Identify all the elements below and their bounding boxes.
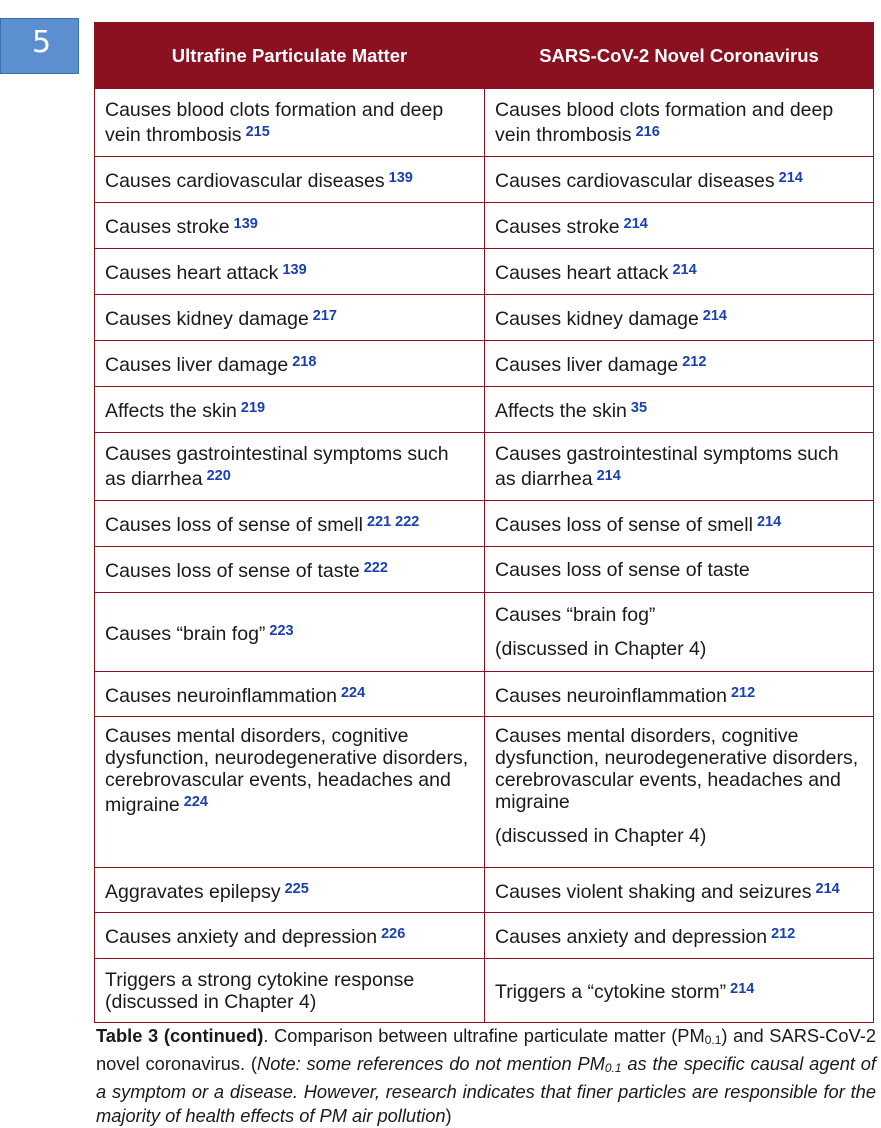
- reference-number: 215: [245, 124, 270, 140]
- covid-cell: [485, 89, 874, 157]
- cell-text: Causes neuroinflammation: [495, 684, 727, 707]
- cell-note: (discussed in Chapter 4): [495, 825, 707, 847]
- table-row: [95, 593, 874, 672]
- reference-number: 139: [233, 216, 258, 232]
- cell-text: Causes heart attack: [105, 262, 279, 284]
- cell-text: Causes anxiety and depression: [495, 926, 768, 948]
- caption-text-2: ) and SARS-CoV-2 novel coronavirus. (: [96, 1025, 876, 1074]
- caption-note-subscript: 0.1: [604, 1061, 622, 1075]
- reference-number: 214: [778, 170, 803, 186]
- table-caption: [96, 1024, 876, 1128]
- reference-number: 221 222: [366, 514, 420, 530]
- cell-note: (discussed in Chapter 4): [495, 638, 707, 660]
- covid-cell: [485, 295, 874, 341]
- covid-cell: [485, 433, 874, 501]
- table-row: [95, 89, 874, 157]
- reference-number: 139: [282, 262, 307, 278]
- covid-cell: [485, 593, 874, 672]
- cell-text: Causes loss of sense of taste: [105, 560, 360, 582]
- reference-number: 214: [596, 468, 621, 484]
- reference-number: 139: [388, 170, 413, 186]
- caption-label: Table 3 (continued): [96, 1025, 264, 1046]
- reference-number: 217: [312, 308, 337, 324]
- pm-cell: [95, 547, 485, 593]
- reference-number: 35: [630, 400, 648, 416]
- cell-text: Causes gastrointestinal symptoms such as diarrhea: [495, 443, 839, 490]
- covid-cell: [485, 868, 874, 913]
- cell-text: Causes anxiety and depression: [105, 926, 378, 948]
- pm-cell: [95, 341, 485, 387]
- cell-text: Affects the skin: [495, 400, 627, 422]
- header-sars-cov-2: SARS-CoV-2 Novel Coronavirus: [485, 23, 874, 89]
- reference-number: 212: [682, 354, 707, 370]
- reference-number: 212: [771, 926, 796, 942]
- cell-text: Triggers a strong cytokine response (discussed in Chapter 4): [105, 968, 415, 1013]
- caption-text: . Comparison between ultrafine particulate matter (PM: [263, 1025, 705, 1046]
- pm-cell: [95, 89, 485, 157]
- caption-note-text: Note: some references do not mention PM: [257, 1053, 605, 1074]
- pm-cell: [95, 203, 485, 249]
- table-row: [95, 717, 874, 868]
- table-header-row: [95, 23, 874, 89]
- pm-cell: [95, 868, 485, 913]
- reference-number: 214: [702, 308, 727, 324]
- cell-text: Causes blood clots formation and deep vein thrombosis: [105, 99, 444, 146]
- table-row: [95, 672, 874, 717]
- covid-cell: [485, 913, 874, 959]
- cell-text: Causes cardiovascular diseases: [105, 170, 385, 192]
- covid-cell: [485, 672, 874, 717]
- covid-cell: [485, 341, 874, 387]
- cell-text: Causes mental disorders, cognitive dysfunction, neurodegenerative disorders, cerebrovascular events, headaches and migraine: [105, 725, 469, 816]
- reference-number: 224: [340, 684, 366, 701]
- table-row: [95, 249, 874, 295]
- page-number-badge: [0, 18, 79, 74]
- table-row: [95, 959, 874, 1023]
- covid-cell: [485, 547, 874, 593]
- caption-note-text-2: as the specific causal agent of a symptom or a disease. However, research indicates that finer particles are responsible for the majority of health effects of PM air pollution: [96, 1053, 876, 1126]
- covid-cell: [485, 249, 874, 295]
- cell-text: Causes cardiovascular diseases: [495, 170, 775, 192]
- covid-cell: [485, 959, 874, 1023]
- table-row: [95, 913, 874, 959]
- table-row: [95, 295, 874, 341]
- cell-text: Causes neuroinflammation: [105, 684, 337, 707]
- table-row: [95, 157, 874, 203]
- reference-number: 226: [381, 926, 406, 942]
- cell-text: Causes loss of sense of taste: [495, 558, 750, 581]
- pm-cell: [95, 295, 485, 341]
- table-row: [95, 868, 874, 913]
- cell-text: Causes loss of sense of smell: [105, 514, 363, 536]
- table-row: [95, 547, 874, 593]
- reference-number: 214: [672, 262, 697, 278]
- cell-text: Causes liver damage: [105, 354, 289, 376]
- cell-text: Affects the skin: [105, 400, 237, 422]
- cell-text: Causes stroke: [495, 216, 620, 238]
- cell-text: Causes “brain fog”: [105, 622, 266, 645]
- table-row: [95, 387, 874, 433]
- pm-cell: [95, 433, 485, 501]
- reference-number: 214: [623, 216, 648, 232]
- cell-text: Causes mental disorders, cognitive dysfunction, neurodegenerative disorders, cerebrovascular events, headaches and migraine: [495, 725, 859, 813]
- reference-number: 225: [284, 880, 309, 897]
- cell-text: Causes violent shaking and seizures: [495, 880, 812, 903]
- cell-text: Causes blood clots formation and deep vein thrombosis: [495, 99, 834, 146]
- reference-number: 220: [206, 468, 231, 484]
- reference-number: 224: [183, 794, 208, 810]
- cell-text: Causes heart attack: [495, 262, 669, 284]
- covid-cell: [485, 157, 874, 203]
- pm-cell: [95, 249, 485, 295]
- cell-text: Causes kidney damage: [105, 308, 309, 330]
- caption-subscript: 0.1: [704, 1033, 722, 1047]
- reference-number: 216: [635, 124, 660, 140]
- pm-cell: [95, 913, 485, 959]
- covid-cell: [485, 387, 874, 433]
- pm-cell: [95, 157, 485, 203]
- pm-cell: [95, 959, 485, 1023]
- pm-cell: [95, 387, 485, 433]
- cell-text: Causes liver damage: [495, 354, 679, 376]
- cell-text: Causes gastrointestinal symptoms such as diarrhea: [105, 443, 449, 490]
- reference-number: 223: [269, 622, 294, 639]
- cell-text: Aggravates epilepsy: [105, 880, 281, 903]
- reference-number: 219: [240, 400, 266, 416]
- covid-cell: [485, 501, 874, 547]
- pm-cell: [95, 593, 485, 672]
- covid-cell: [485, 203, 874, 249]
- cell-text: Causes stroke: [105, 216, 230, 238]
- table-row: [95, 341, 874, 387]
- comparison-table: [94, 22, 874, 1023]
- header-ultrafine-pm: Ultrafine Particulate Matter: [95, 23, 485, 89]
- table-row: [95, 433, 874, 501]
- reference-number: 214: [756, 514, 782, 530]
- reference-number: 218: [292, 354, 317, 370]
- caption-closing: ): [445, 1105, 452, 1126]
- table-row: [95, 203, 874, 249]
- pm-cell: [95, 672, 485, 717]
- table-row: [95, 501, 874, 547]
- reference-number: 222: [363, 560, 388, 576]
- reference-number: 214: [730, 981, 755, 997]
- cell-text: Causes kidney damage: [495, 308, 699, 330]
- pm-cell: [95, 717, 485, 868]
- reference-number: 214: [815, 880, 840, 897]
- covid-cell: [485, 717, 874, 868]
- reference-number: 212: [730, 684, 756, 701]
- cell-text: Causes “brain fog”: [495, 604, 656, 626]
- table-body: [95, 89, 874, 1023]
- page-number: 5: [32, 25, 52, 60]
- pm-cell: [95, 501, 485, 547]
- cell-text: Causes loss of sense of smell: [495, 514, 753, 536]
- cell-text: Triggers a “cytokine storm”: [495, 981, 727, 1003]
